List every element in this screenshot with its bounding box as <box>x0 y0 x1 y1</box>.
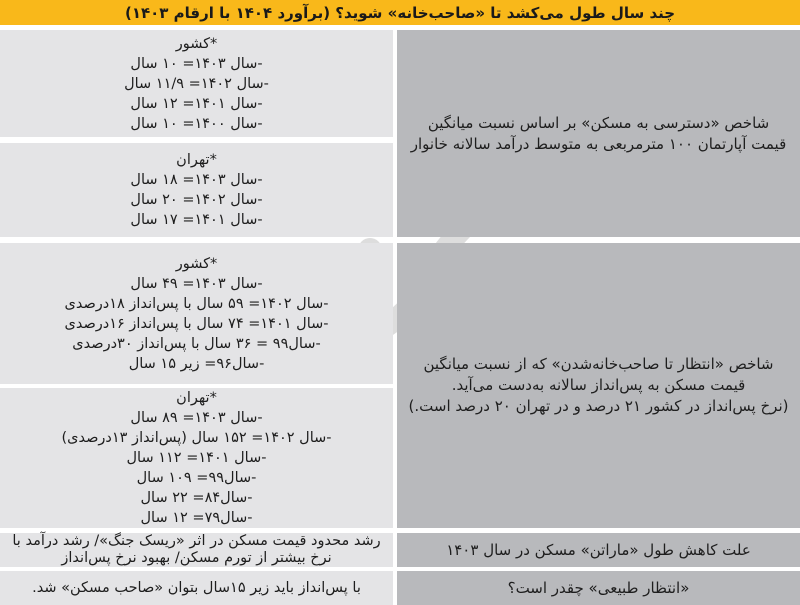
indicator-line: علت کاهش طول «ماراتن» مسکن در سال ۱۴۰۳ <box>446 540 751 559</box>
values-cell-country-accessibility <box>0 30 393 137</box>
table-title <box>0 0 800 25</box>
value-line: -سال ۱۴۰۲= ۲۰ سال <box>130 192 263 208</box>
indicator-cell-accessibility <box>397 30 800 237</box>
group-heading: *کشور <box>175 255 218 272</box>
value-line: -سال۸۴= ۲۲ سال <box>140 490 253 506</box>
value-line: -سال ۱۴۰۳= ۸۹ سال <box>130 410 263 426</box>
indicator-cell-decline-reason <box>397 533 800 567</box>
value-line: -سال ۱۴۰۰= ۱۰ سال <box>130 115 263 132</box>
value-line: -سال ۱۴۰۲= ۵۹ سال با پس‌انداز ۱۸درصدی <box>64 295 329 312</box>
value-line: -سال۹۹= ۱۰۹ سال <box>136 470 257 486</box>
value-line: -سال ۱۴۰۳= ۱۰ سال <box>130 55 263 72</box>
values-cell-tehran-accessibility <box>0 143 393 237</box>
table-title-text: چند سال طول می‌کشد تا «صاحب‌خانه» شوید؟ (برآورد ۱۴۰۴ با ارقام ۱۴۰۳) <box>124 3 676 22</box>
value-line: -سال ۱۴۰۲= ۱۱/۹ سال <box>124 75 269 92</box>
value-line: -سال ۱۴۰۱= ۱۷ سال <box>130 212 263 228</box>
indicator-line: قیمت آپارتمان ۱۰۰ مترمربعی به متوسط درآمد سالانه خانوار <box>410 134 787 153</box>
values-cell-country-waiting-time <box>0 243 393 384</box>
answer-line: نرخ بیشتر از تورم مسکن/ بهبود نرخ پس‌انداز <box>61 550 332 566</box>
value-line: -سال۹۶= زیر ۱۵ سال <box>128 355 265 372</box>
group-heading: *تهران <box>176 390 217 406</box>
indicator-line: «انتظار طبیعی» چقدر است؟ <box>507 578 690 597</box>
value-line: -سال ۱۴۰۳= ۴۹ سال <box>130 275 263 292</box>
value-line: -سال۹۹ = ۳۶ سال با پس‌انداز ۳۰درصدی <box>72 335 321 352</box>
value-line: -سال ۱۴۰۱= ۱۲ سال <box>130 95 263 112</box>
answer-line: رشد محدود قیمت مسکن در اثر «ریسک جنگ»/ رشد درآمد با <box>12 533 381 549</box>
indicator-line: شاخص «انتظار تا صاحب‌خانه‌شدن» که از نسبت میانگین <box>423 355 774 373</box>
value-line: -سال ۱۴۰۱= ۱۱۲ سال <box>126 450 267 466</box>
indicator-line: شاخص «دسترسی به مسکن» بر اساس نسبت میانگین <box>427 113 770 132</box>
value-line: -سال ۱۴۰۲= ۱۵۲ سال (پس‌انداز ۱۳درصدی) <box>61 430 332 446</box>
answer-cell-decline-reason <box>0 533 393 567</box>
indicator-cell-waiting-time <box>397 243 800 528</box>
value-line: -سال۷۹= ۱۲ سال <box>140 510 253 526</box>
indicator-cell-natural-wait <box>397 571 800 605</box>
value-line: -سال ۱۴۰۱= ۷۴ سال با پس‌انداز ۱۶درصدی <box>64 315 329 332</box>
answer-cell-natural-wait <box>0 571 393 605</box>
group-heading: *کشور <box>175 35 218 52</box>
answer-line: با پس‌انداز باید زیر ۱۵سال بتوان «صاحب مسکن» شد. <box>32 580 361 596</box>
indicator-line: قیمت مسکن به پس‌انداز سالانه به‌دست می‌آید. <box>451 376 746 394</box>
values-cell-tehran-waiting-time <box>0 388 393 528</box>
value-line: -سال ۱۴۰۳= ۱۸ سال <box>130 172 263 188</box>
group-heading: *تهران <box>176 152 217 168</box>
indicator-line: (نرخ پس‌انداز در کشور ۲۱ درصد و در تهران ۲۰ درصد است.) <box>408 397 789 415</box>
